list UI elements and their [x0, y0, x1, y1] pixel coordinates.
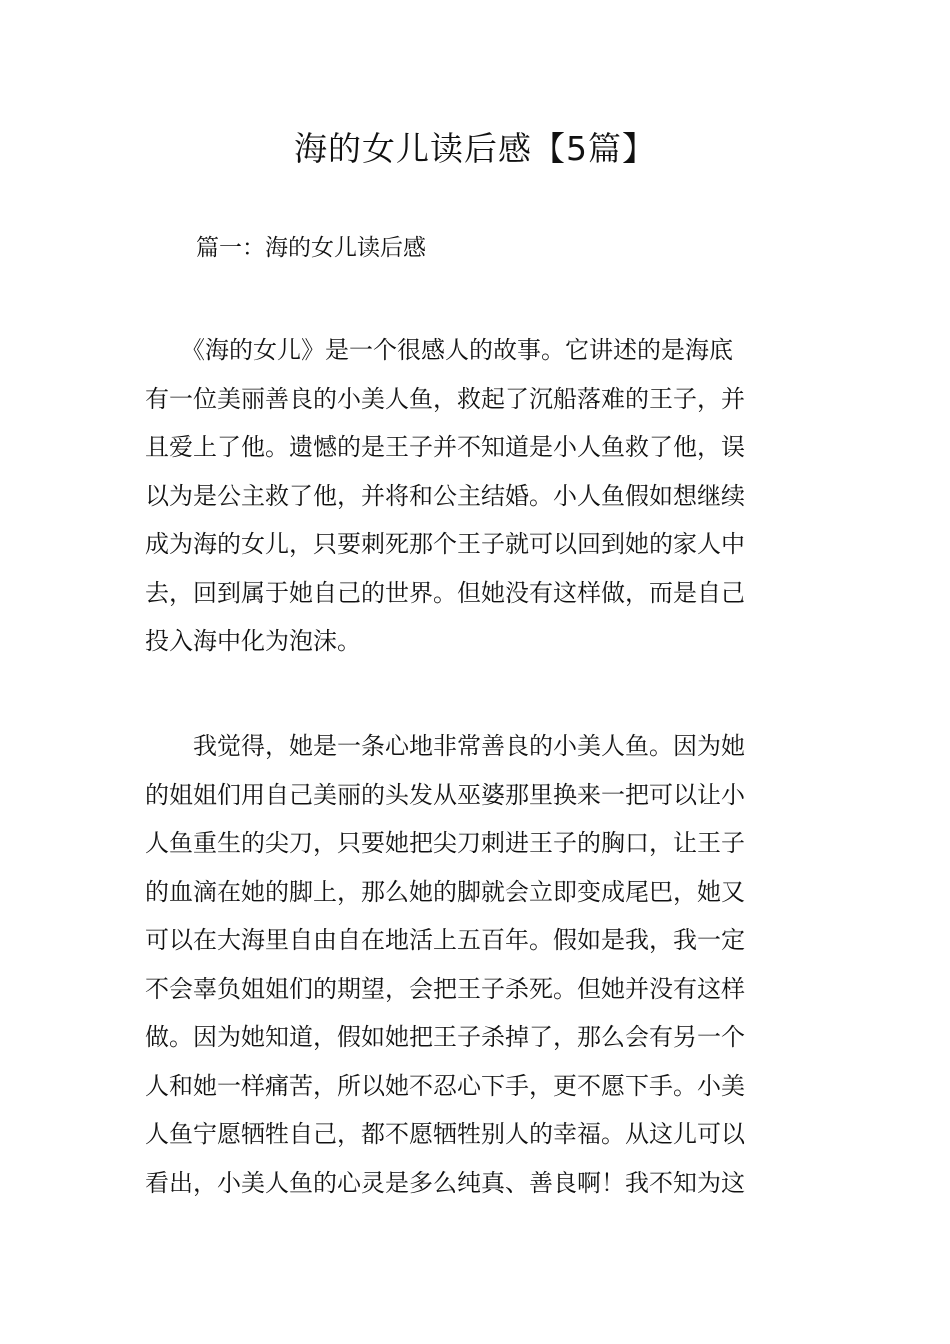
- paragraph-line: 成为海的女儿，只要刺死那个王子就可以回到她的家人中: [145, 530, 745, 558]
- paragraph-line: 看出，小美人鱼的心灵是多么纯真、善良啊！我不知为这: [145, 1168, 745, 1197]
- paragraph-line: 《海的女儿》是一个很感人的故事。它讲述的是海底: [145, 336, 733, 364]
- paragraph-line: 且爱上了他。遗憾的是王子并不知道是小人鱼救了他，误: [145, 433, 745, 461]
- paragraph-line: 不会辜负姐姐们的期望，会把王子杀死。但她并没有这样: [145, 974, 745, 1003]
- paragraph-line: 我觉得，她是一条心地非常善良的小美人鱼。因为她: [145, 732, 745, 760]
- paragraph-line: 有一位美丽善良的小美人鱼，救起了沉船落难的王子，并: [145, 384, 745, 413]
- paragraph-1: [145, 326, 809, 666]
- paragraph-line: 的姐姐们用自己美丽的头发从巫婆那里换来一把可以让小: [145, 780, 745, 809]
- paragraph-line: 人鱼重生的尖刀，只要她把尖刀刺进王子的胸口，让王子: [145, 829, 745, 857]
- paragraph-line: 人鱼宁愿牺牲自己，都不愿牺牲别人的幸福。从这儿可以: [145, 1120, 745, 1148]
- paragraph-line: 投入海中化为泡沫。: [145, 627, 361, 655]
- section-heading: 篇一：海的女儿读后感: [196, 235, 426, 261]
- paragraph-line: 以为是公主救了他，并将和公主结婚。小人鱼假如想继续: [145, 481, 745, 510]
- paragraph-2: [145, 722, 809, 1207]
- paragraph-line: 人和她一样痛苦，所以她不忍心下手，更不愿下手。小美: [145, 1071, 745, 1100]
- paragraph-line: 的血滴在她的脚上，那么她的脚就会立即变成尾巴，她又: [145, 877, 745, 906]
- paragraph-line: 做。因为她知道，假如她把王子杀掉了，那么会有另一个: [145, 1023, 745, 1051]
- paragraph-line: 去，回到属于她自己的世界。但她没有这样做，而是自己: [145, 578, 745, 607]
- document-title: 海的女儿读后感【5篇】: [294, 129, 656, 168]
- paragraph-line: 可以在大海里自由自在地活上五百年。假如是我，我一定: [145, 926, 745, 954]
